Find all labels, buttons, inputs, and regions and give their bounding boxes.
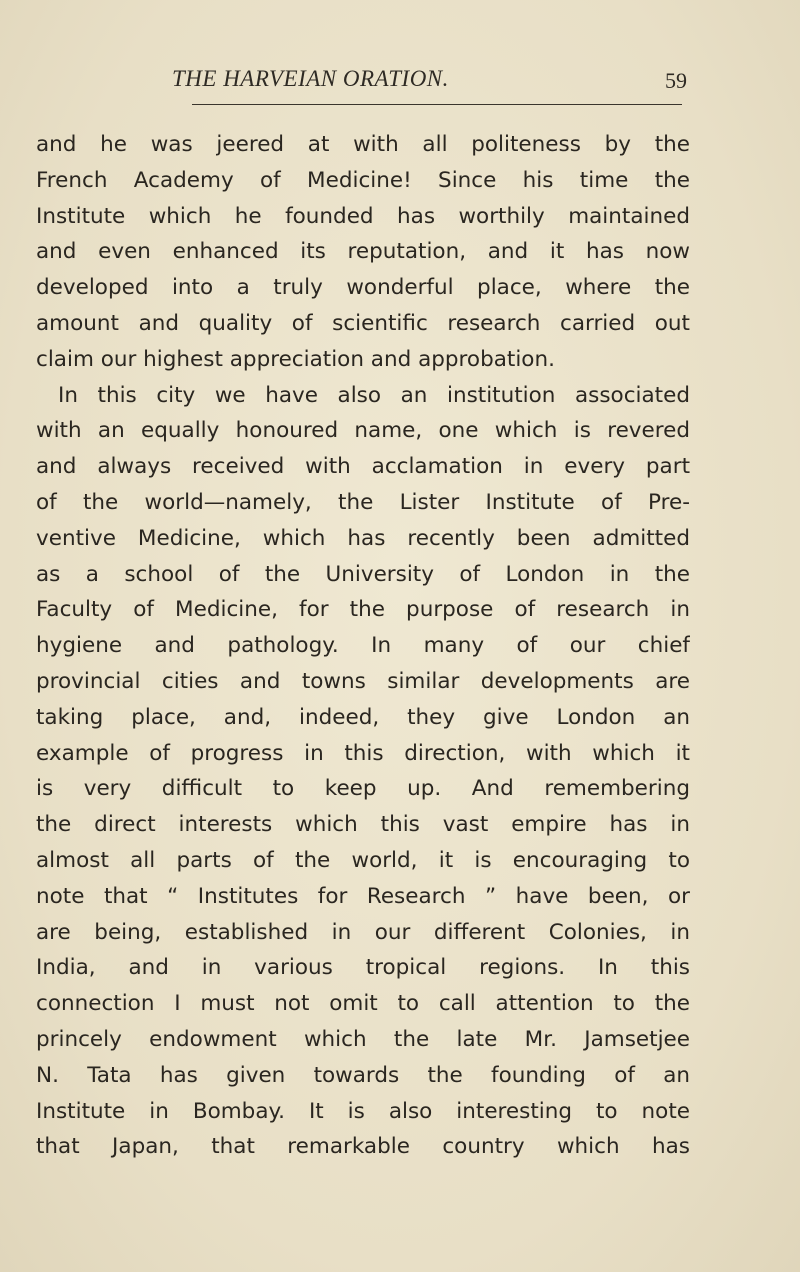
text-line: is very difficult to keep up. And remembering (36, 776, 690, 802)
text-line: as a school of the University of London in the (36, 561, 690, 587)
text-line: Institute in Bombay. It is also interesting to note (36, 1098, 690, 1124)
body-text (36, 127, 690, 1165)
text-line: almost all parts of the world, it is encouraging to (36, 847, 690, 873)
text-line: are being, established in our different Colonies, in (36, 919, 690, 945)
text-line: princely endowment which the late Mr. Jamsetjee (36, 1026, 690, 1052)
text-line: connection I must not omit to call attention to the (36, 991, 690, 1017)
text-line: and even enhanced its reputation, and it has now (36, 239, 690, 265)
text-line: that Japan, that remarkable country which has (36, 1134, 690, 1160)
running-title: THE HARVEIAN ORATION. (172, 66, 449, 91)
text-line: hygiene and pathology. In many of our chief (36, 633, 690, 659)
text-line: and he was jeered at with all politeness by the (36, 132, 690, 157)
text-line: ventive Medicine, which has recently been admitted (36, 525, 690, 551)
text-line: note that “ Institutes for Research ” have been, or (36, 883, 690, 909)
text-line: the direct interests which this vast empire has in (36, 812, 690, 838)
text-line: Faculty of Medicine, for the purpose of research in (36, 597, 690, 623)
text-line: example of progress in this direction, with which it (36, 740, 690, 766)
running-header (172, 66, 687, 102)
header-rule (192, 104, 682, 105)
text-line: claim our highest appreciation and approbation. (36, 346, 555, 372)
page-number: 59 (665, 68, 687, 93)
text-line: of the world—namely, the Lister Institute of Pre- (36, 489, 690, 515)
text-line: In this city we have also an institution associated (58, 382, 690, 408)
text-line: and always received with acclamation in every part (36, 454, 690, 480)
text-line: French Academy of Medicine! Since his time the (36, 167, 690, 193)
text-line: amount and quality of scientific research carried out (36, 310, 690, 336)
text-line: Institute which he founded has worthily maintained (36, 203, 690, 229)
text-line: provincial cities and towns similar developments are (36, 668, 690, 694)
text-line: N. Tata has given towards the founding of an (36, 1062, 690, 1088)
text-line: with an equally honoured name, one which is revered (36, 418, 690, 444)
text-line: developed into a truly wonderful place, where the (36, 275, 690, 301)
text-line: taking place, and, indeed, they give London an (36, 704, 690, 730)
text-line: India, and in various tropical regions. In this (36, 955, 690, 981)
